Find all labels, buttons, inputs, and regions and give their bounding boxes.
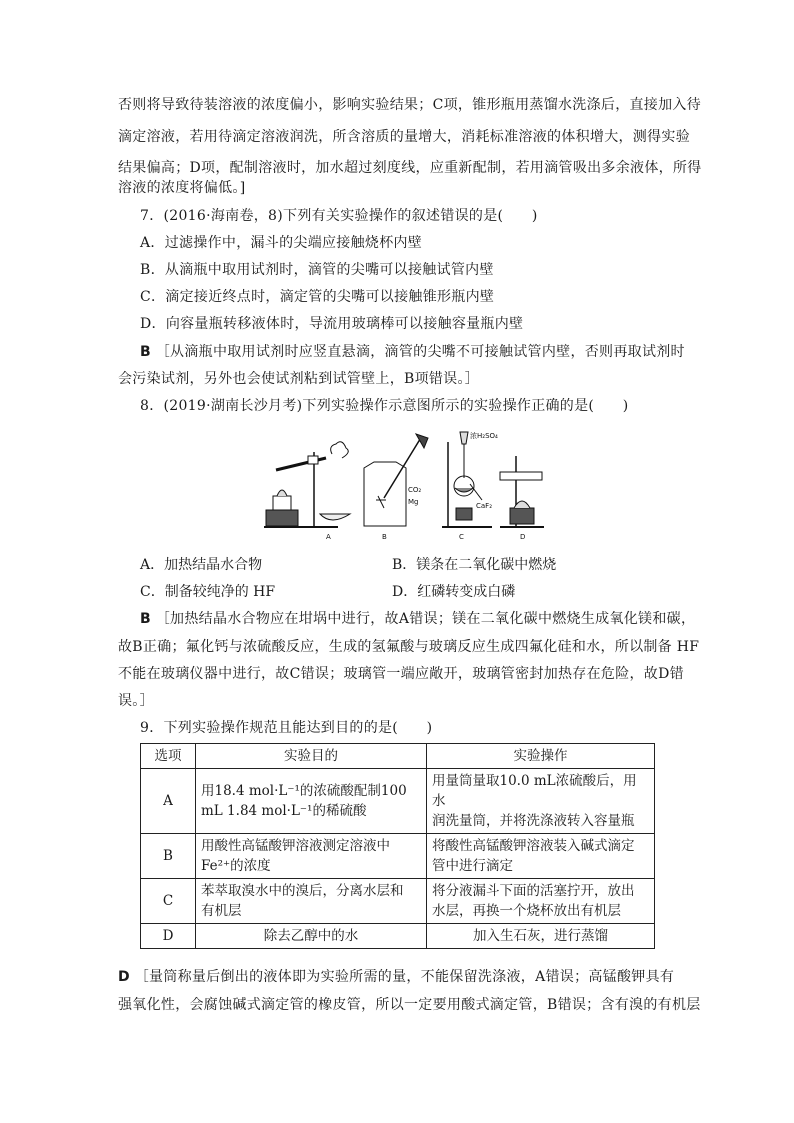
apparatus-a-block: [266, 510, 298, 526]
q8-answer-cont: 不能在玻璃仪器中进行，故C错误；玻璃管一端应敞开，玻璃管密封加热存在危险，故D错: [118, 666, 684, 682]
question-7-stem: 7．(2016·海南卷，8)下列有关实验操作的叙述错误的是( ): [140, 208, 538, 224]
q7-option-b: B．从滴瓶中取用试剂时，滴管的尖嘴可以接触试管内壁: [140, 262, 494, 278]
table-cell-operation: 用量筒量取10.0 mL浓硫酸后，用水 润洗量筒，并将洗涤液转入容量瓶: [427, 769, 655, 834]
table-row: [141, 769, 655, 834]
table-cell-option: B: [141, 834, 196, 879]
text-line: 结果偏高；D项，配制溶液时，加水超过刻度线，应重新配制，若用滴管吸出多余液体，所得: [118, 160, 702, 176]
table-row: [141, 834, 655, 879]
q8-answer-cont: 故B正确；氟化钙与浓硫酸反应，生成的氢氟酸与玻璃反应生成四氟化硅和水，所以制备 HF: [118, 639, 700, 655]
answer-text: ［从滴瓶中取用试剂时应竖直悬滴，滴管的尖嘴不可接触试管内壁，否则再取试剂时: [155, 344, 685, 360]
apparatus-d-tube: [500, 472, 542, 480]
figure-label-d: D: [520, 533, 526, 541]
table-header: 选项: [141, 744, 196, 769]
figure-label-b: B: [382, 533, 387, 541]
table-header: 实验目的: [196, 744, 427, 769]
q7-option-d: D．向容量瓶转移液体时，导流用玻璃棒可以接触容量瓶内壁: [140, 316, 524, 332]
figure-caf2-label: CaF₂: [476, 502, 493, 510]
q8-option-a: A．加热结晶水合物: [140, 557, 263, 573]
q8-option-c: C．制备较纯净的 HF: [140, 584, 276, 600]
answer-letter: D: [118, 969, 130, 985]
q7-answer-cont: 会污染试剂，另外也会使试剂粘到试管壁上，B项错误。］: [118, 371, 480, 387]
q9-answer-cont: 强氧化性，会腐蚀碱式滴定管的橡皮管，所以一定要用酸式滴定管，B错误；含有溴的有机层: [118, 997, 701, 1013]
q8-answer: [140, 610, 695, 628]
q8-answer-cont: 误。］: [118, 693, 154, 709]
table-cell-goal: 除去乙醇中的水: [196, 924, 427, 949]
answer-text: ［加热结晶水合物应在坩埚中进行，故A错误；镁在二氧化碳中燃烧生成氧化镁和碳，: [155, 611, 696, 627]
q7-option-c: C．滴定接近终点时，滴定管的尖嘴可以接触锥形瓶内壁: [140, 289, 495, 305]
table-cell-operation: 将分液漏斗下面的活塞拧开，放出 水层，再换一个烧杯放出有机层: [427, 879, 655, 924]
question-9-stem: 9．下列实验操作规范且能达到目的的是( ): [140, 720, 433, 736]
answer-letter: B: [140, 344, 151, 360]
table-row: [141, 924, 655, 949]
experiment-table: [140, 743, 655, 949]
text-line: 溶液的浓度将偏低。]: [118, 180, 246, 196]
apparatus-figure: [256, 424, 546, 544]
answer-text: ［量筒称量后倒出的液体即为实验所需的量，不能保留洗涤液，A错误；高锰酸钾具有: [134, 969, 675, 985]
figure-h2so4-label: 浓H₂SO₄: [470, 432, 498, 440]
q8-option-d: D．红磷转变成白磷: [392, 584, 516, 600]
figure-mg-label: Mg: [408, 498, 419, 506]
table-cell-operation: 加入生石灰，进行蒸馏: [427, 924, 655, 949]
figure-label-a: A: [326, 533, 331, 541]
table-cell-option: D: [141, 924, 196, 949]
q7-option-a: A．过滤操作中，漏斗的尖端应接触烧杯内壁: [140, 235, 423, 251]
apparatus-a-dish: [320, 514, 350, 520]
text-line: 否则将导致待装溶液的浓度偏小，影响实验结果；C项，锥形瓶用蒸馏水洗涤后，直接加入待: [118, 97, 702, 113]
apparatus-a-lamp: [273, 496, 291, 510]
table-cell-option: A: [141, 769, 196, 834]
apparatus-c-funnel: [460, 432, 468, 444]
table-cell-goal: 用酸性高锰酸钾溶液测定溶液中 Fe²⁺的浓度: [196, 834, 427, 879]
table-row: [141, 879, 655, 924]
table-cell-option: C: [141, 879, 196, 924]
table-header-row: [141, 744, 655, 769]
q9-answer: [118, 968, 674, 986]
figure-co2-label: CO₂: [408, 486, 422, 494]
text-line: 滴定溶液，若用待滴定溶液润洗，所含溶质的量增大，消耗标准溶液的体积增大，测得实验: [118, 129, 690, 145]
table-header: 实验操作: [427, 744, 655, 769]
question-8-stem: 8．(2019·湖南长沙月考)下列实验操作示意图所示的实验操作正确的是( ): [140, 398, 629, 414]
table-cell-goal: 苯萃取溴水中的溴后，分离水层和 有机层: [196, 879, 427, 924]
table-cell-goal: 用18.4 mol·L⁻¹的浓硫酸配制100 mL 1.84 mol·L⁻¹的稀硫酸: [196, 769, 427, 834]
table-cell-operation: 将酸性高锰酸钾溶液装入碱式滴定 管中进行滴定: [427, 834, 655, 879]
figure-label-c: C: [459, 533, 464, 541]
q8-option-b: B．镁条在二氧化碳中燃烧: [392, 557, 557, 573]
answer-letter: B: [140, 611, 151, 627]
q7-answer: [140, 343, 685, 361]
